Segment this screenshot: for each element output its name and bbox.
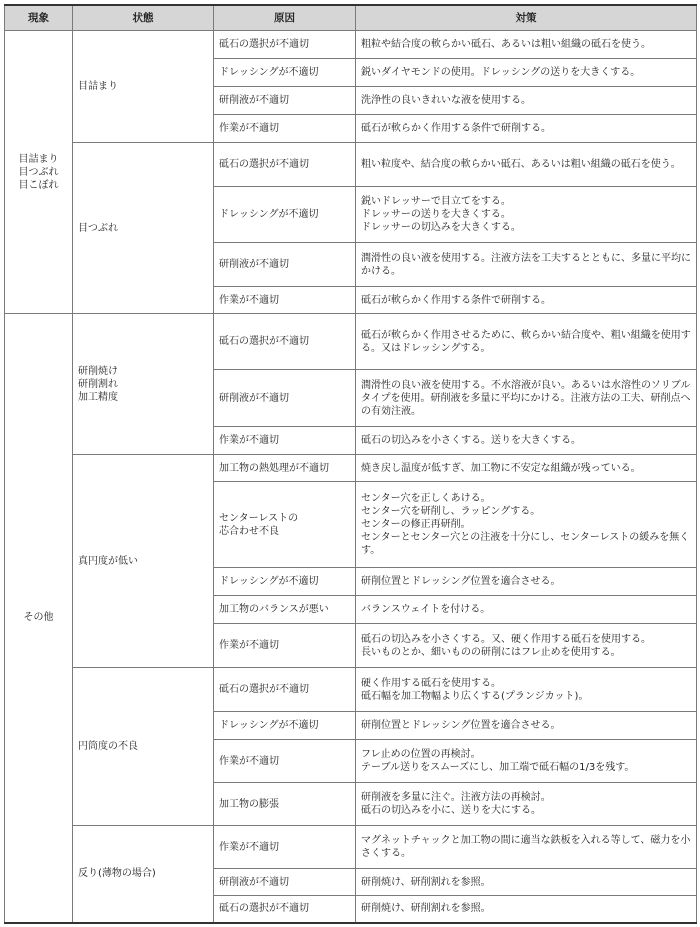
cause-cell: 研削液が不適切 <box>214 370 356 427</box>
cause-cell: センターレストの 芯合わせ不良 <box>214 482 356 568</box>
state-cell-glazing: 目つぶれ <box>73 143 214 314</box>
measure-cell: 潤滑性の良い液を使用する。注液方法を工夫するとともに、多量に平均にかける。 <box>356 243 697 287</box>
measure-cell: 研削位置とドレッシング位置を適合させる。 <box>356 712 697 740</box>
cause-cell: ドレッシングが不適切 <box>214 187 356 243</box>
phenomenon-cell-1: 目詰まり 目つぶれ 目こぼれ <box>5 31 73 314</box>
state-cell-cylindricity: 円筒度の不良 <box>73 668 214 826</box>
header-state: 状態 <box>73 5 214 31</box>
measure-cell: 粗い粒度や、結合度の軟らかい砥石、あるいは粗い組織の砥石を使う。 <box>356 143 697 187</box>
cause-cell: 作業が不適切 <box>214 740 356 783</box>
header-cause: 原因 <box>214 5 356 31</box>
cause-cell: 加工物の膨張 <box>214 783 356 826</box>
table-row <box>5 668 697 712</box>
cause-cell: 砥石の選択が不適切 <box>214 314 356 370</box>
measure-cell: 砥石が軟らかく作用する条件で研削する。 <box>356 115 697 143</box>
measure-cell: 硬く作用する砥石を使用する。 砥石幅を加工物幅より広くする(プランジカット)。 <box>356 668 697 712</box>
cause-cell: 砥石の選択が不適切 <box>214 668 356 712</box>
cause-cell: 作業が不適切 <box>214 826 356 869</box>
header-measure: 対策 <box>356 5 697 31</box>
table-row <box>5 31 697 59</box>
measure-cell: 砥石の切込みを小さくする。又、硬く作用する砥石を使用する。 長いものとか、細いものの研削にはフレ止めを使用する。 <box>356 624 697 668</box>
table-row <box>5 455 697 482</box>
cause-cell: 研削液が不適切 <box>214 87 356 115</box>
phenomenon-cell-2: その他 <box>5 314 73 923</box>
measure-cell: 砥石が軟らかく作用させるために、軟らかい結合度や、粗い組織を使用する。又はドレッシングする。 <box>356 314 697 370</box>
cause-cell: 砥石の選択が不適切 <box>214 896 356 923</box>
cause-cell: 砥石の選択が不適切 <box>214 143 356 187</box>
measure-cell: バランスウェイトを付ける。 <box>356 596 697 624</box>
measure-cell: 鋭いドレッサーで目立てをする。 ドレッサーの送りを大きくする。 ドレッサーの切込みを大きくする。 <box>356 187 697 243</box>
table-row <box>5 314 697 370</box>
state-cell-warp: 反り(薄物の場合) <box>73 826 214 923</box>
measure-cell: 焼き戻し温度が低すぎ、加工物に不安定な組織が残っている。 <box>356 455 697 482</box>
measure-cell: 研削位置とドレッシング位置を適合させる。 <box>356 568 697 596</box>
header-phenomenon: 現象 <box>5 5 73 31</box>
cause-cell: 砥石の選択が不適切 <box>214 31 356 59</box>
cause-cell: 作業が不適切 <box>214 624 356 668</box>
measure-cell: 研削焼け、研削割れを参照。 <box>356 869 697 896</box>
measure-cell: 鋭いダイヤモンドの使用。ドレッシングの送りを大きくする。 <box>356 59 697 87</box>
cause-cell: 加工物の熱処理が不適切 <box>214 455 356 482</box>
measure-cell: 潤滑性の良い液を使用する。不水溶液が良い。あるいは水溶性のソリブルタイプを使用。研削液を多量に平均にかける。注液方法の工夫、研削点への有効注液。 <box>356 370 697 427</box>
measure-cell: 研削焼け、研削割れを参照。 <box>356 896 697 923</box>
state-cell-roundness: 真円度が低い <box>73 455 214 668</box>
state-cell-burn: 研削焼け 研削割れ 加工精度 <box>73 314 214 455</box>
table-row <box>5 826 697 869</box>
measure-cell: 砥石が軟らかく作用する条件で研削する。 <box>356 287 697 314</box>
measure-cell: 洗浄性の良いきれいな液を使用する。 <box>356 87 697 115</box>
measure-cell: 粗粒や結合度の軟らかい砥石、あるいは粗い組織の砥石を使う。 <box>356 31 697 59</box>
cause-cell: ドレッシングが不適切 <box>214 59 356 87</box>
measure-cell: マグネットチャックと加工物の間に適当な鉄板を入れる等して、磁力を小さくする。 <box>356 826 697 869</box>
measure-cell: 砥石の切込みを小さくする。送りを大きくする。 <box>356 427 697 455</box>
table-header-row <box>5 5 697 31</box>
countermeasure-table-container <box>4 4 696 924</box>
state-cell-clogging: 目詰まり <box>73 31 214 143</box>
cause-cell: ドレッシングが不適切 <box>214 568 356 596</box>
measure-cell: 研削液を多量に注ぐ。注液方法の再検討。 砥石の切込みを小に、送りを大にする。 <box>356 783 697 826</box>
measure-cell: センター穴を正しくあける。 センター穴を研削し、ラッピングする。 センターの修正再研削。 センターとセンター穴との注液を十分にし、センターレストの緩みを無くす。 <box>356 482 697 568</box>
cause-cell: ドレッシングが不適切 <box>214 712 356 740</box>
cause-cell: 研削液が不適切 <box>214 243 356 287</box>
table-row <box>5 143 697 187</box>
grinding-trouble-table <box>4 4 697 924</box>
measure-cell: フレ止めの位置の再検討。 テーブル送りをスムーズにし、加工端で砥石幅の1/3を残す。 <box>356 740 697 783</box>
cause-cell: 研削液が不適切 <box>214 869 356 896</box>
cause-cell: 作業が不適切 <box>214 287 356 314</box>
cause-cell: 作業が不適切 <box>214 427 356 455</box>
cause-cell: 加工物のバランスが悪い <box>214 596 356 624</box>
cause-cell: 作業が不適切 <box>214 115 356 143</box>
